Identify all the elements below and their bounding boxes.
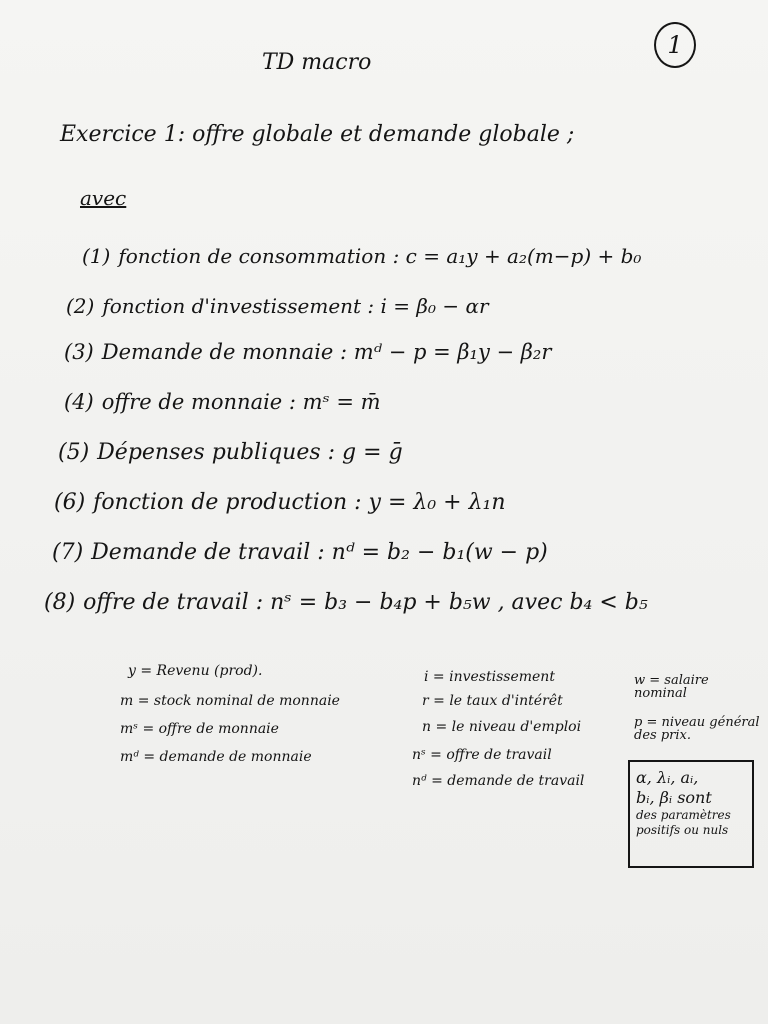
legend-item: nˢ = offre de travail — [412, 747, 552, 763]
equation-text: offre de monnaie : mˢ = m̄ — [101, 390, 381, 414]
parameters-note-box — [628, 760, 754, 868]
equation-number: (1) — [82, 244, 111, 268]
note-line: α, λᵢ, aᵢ, — [636, 768, 699, 787]
equation-number: (2) — [66, 294, 95, 318]
equation-3 — [64, 342, 551, 363]
equation-text: Dépenses publiques : g = ḡ — [97, 440, 403, 465]
legend-item: n = le niveau d'emploi — [422, 719, 582, 735]
legend-item: y = Revenu (prod). — [128, 663, 263, 679]
equation-number: (8) — [44, 590, 76, 615]
note-line: positifs ou nuls — [636, 823, 729, 837]
equation-text: fonction de consommation : c = a₁y + a₂(m−p) + b₀ — [118, 244, 642, 268]
equation-number: (7) — [52, 540, 84, 565]
equation-8 — [44, 592, 648, 614]
legend-item: mˢ = offre de monnaie — [120, 721, 279, 737]
note-line: des paramètres — [636, 808, 731, 822]
page-title: TD macro — [262, 50, 372, 75]
equation-number: (5) — [58, 440, 90, 465]
equation-text: offre de travail : nˢ = b₃ − b₄p + b₅w , avec b₄ < b₅ — [83, 590, 648, 615]
exercise-heading: Exercice 1: offre globale et demande globale ; — [60, 122, 575, 147]
page-number: 1 — [654, 22, 696, 68]
equation-2 — [66, 296, 489, 316]
equation-6 — [54, 492, 506, 514]
legend-item: m = stock nominal de monnaie — [120, 693, 340, 709]
equation-number: (6) — [54, 490, 86, 515]
legend-item: mᵈ = demande de monnaie — [120, 749, 312, 765]
equation-number: (3) — [64, 340, 94, 364]
equation-text: Demande de travail : nᵈ = b₂ − b₁(w − p) — [91, 540, 548, 565]
equation-1 — [82, 246, 641, 266]
legend-item: i = investissement — [424, 669, 555, 685]
equation-7 — [52, 542, 548, 564]
equation-4 — [64, 392, 381, 413]
equation-text: Demande de monnaie : mᵈ − p = β₁y − β₂r — [101, 340, 552, 364]
avec-label: avec — [80, 186, 127, 210]
equation-number: (4) — [64, 390, 94, 414]
legend-item: w = salaire nominal — [634, 673, 709, 701]
equation-5 — [58, 442, 403, 464]
equation-text: fonction d'investissement : i = β₀ − αr — [102, 294, 489, 318]
legend-item: nᵈ = demande de travail — [412, 773, 585, 789]
note-line: bᵢ, βᵢ sont — [636, 788, 712, 807]
legend-item: r = le taux d'intérêt — [422, 693, 563, 709]
legend-item: p = niveau général des prix. — [634, 715, 760, 743]
equation-text: fonction de production : y = λ₀ + λ₁n — [93, 490, 506, 515]
